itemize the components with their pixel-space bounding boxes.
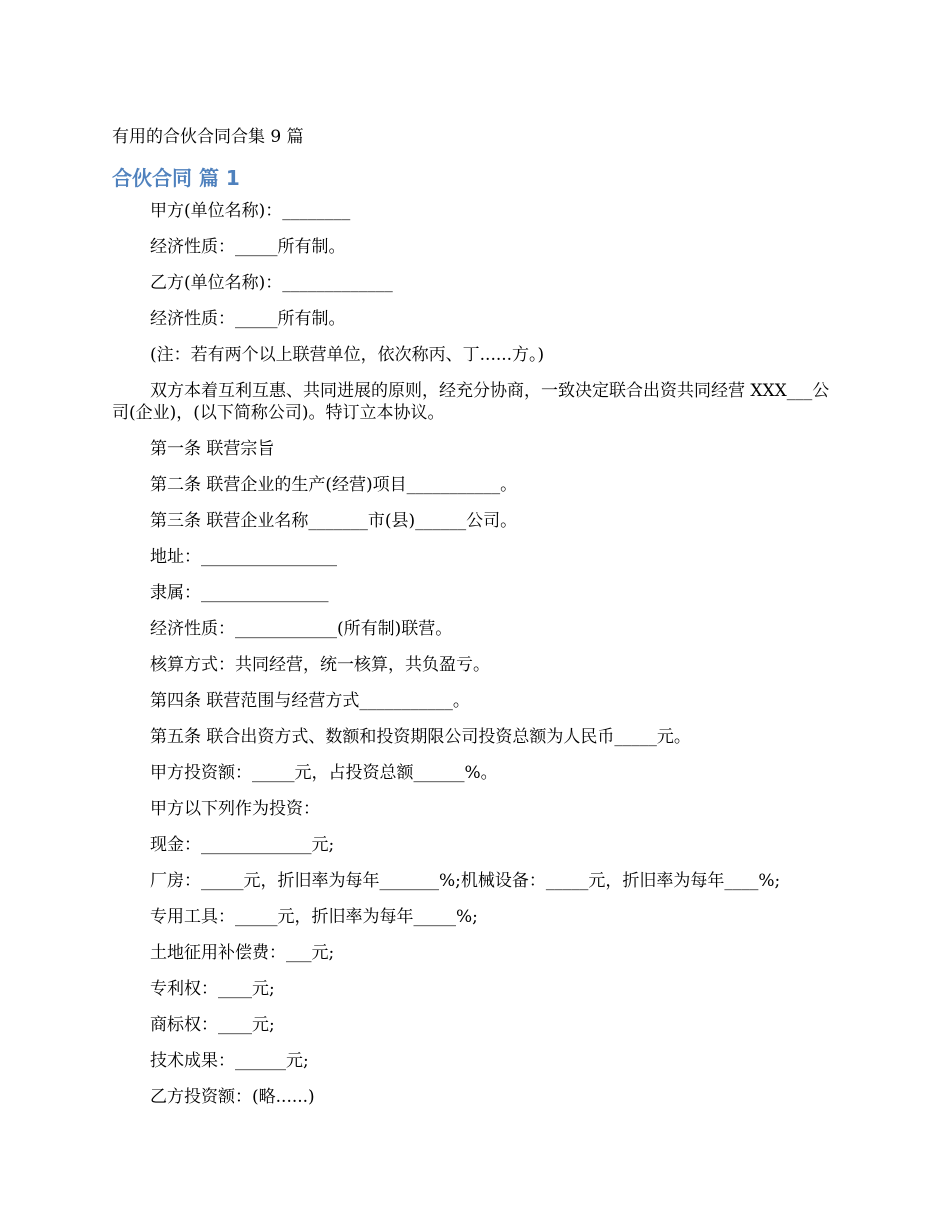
document-title: 有用的合伙合同合集 9 篇 <box>112 127 304 147</box>
technical-results-line: 技术成果：______元; <box>150 1051 309 1071</box>
accounting-method-line: 核算方式：共同经营，统一核算，共负盈亏。 <box>150 655 490 675</box>
party-a-investment-amount: 甲方投资额：_____元，占投资总额______%。 <box>150 763 498 783</box>
article-1: 第一条 联营宗旨 <box>150 439 275 459</box>
cash-line: 现金：_____________元; <box>150 835 335 855</box>
note-paragraph: (注：若有两个以上联营单位，依次称丙、丁......方。) <box>150 345 545 365</box>
patent-line: 专利权：____元; <box>150 979 275 999</box>
article-5: 第五条 联合出资方式、数额和投资期限公司投资总额为人民币_____元。 <box>150 727 691 747</box>
party-b-economic-nature: 经济性质：_____所有制。 <box>150 309 346 329</box>
article-3: 第三条 联营企业名称_______市(县)______公司。 <box>150 511 518 531</box>
trademark-line: 商标权：____元; <box>150 1015 275 1035</box>
economic-nature-line: 经济性质：____________(所有制)联营。 <box>150 619 453 639</box>
affiliation-line: 隶属：_______________ <box>150 583 329 603</box>
party-a-name: 甲方(单位名称)：________ <box>150 201 351 221</box>
article-4: 第四条 联营范围与经营方式___________。 <box>150 691 470 711</box>
special-tools-line: 专用工具：_____元，折旧率为每年_____%; <box>150 907 478 927</box>
plant-equipment-line: 厂房：_____元，折旧率为每年_______%;机械设备：_____元，折旧率为每年____%; <box>150 871 781 891</box>
preamble-paragraph: 双方本着互利互惠、共同进展的原则，经充分协商，一致决定联合出资共同经营 XXX___公司(企业)，(以下简称公司)。特订立本协议。 <box>112 381 830 423</box>
section-heading: 合伙合同 篇 1 <box>112 166 240 190</box>
party-a-economic-nature: 经济性质：_____所有制。 <box>150 237 346 257</box>
document-body <box>112 200 832 1122</box>
party-a-investment-intro: 甲方以下列作为投资： <box>150 799 320 819</box>
address-line: 地址：________________ <box>150 547 337 567</box>
party-b-name: 乙方(单位名称)：_____________ <box>150 273 393 293</box>
land-compensation-line: 土地征用补偿费：___元; <box>150 943 335 963</box>
party-b-investment-amount: 乙方投资额：(略......) <box>150 1087 315 1107</box>
article-2: 第二条 联营企业的生产(经营)项目___________。 <box>150 475 518 495</box>
